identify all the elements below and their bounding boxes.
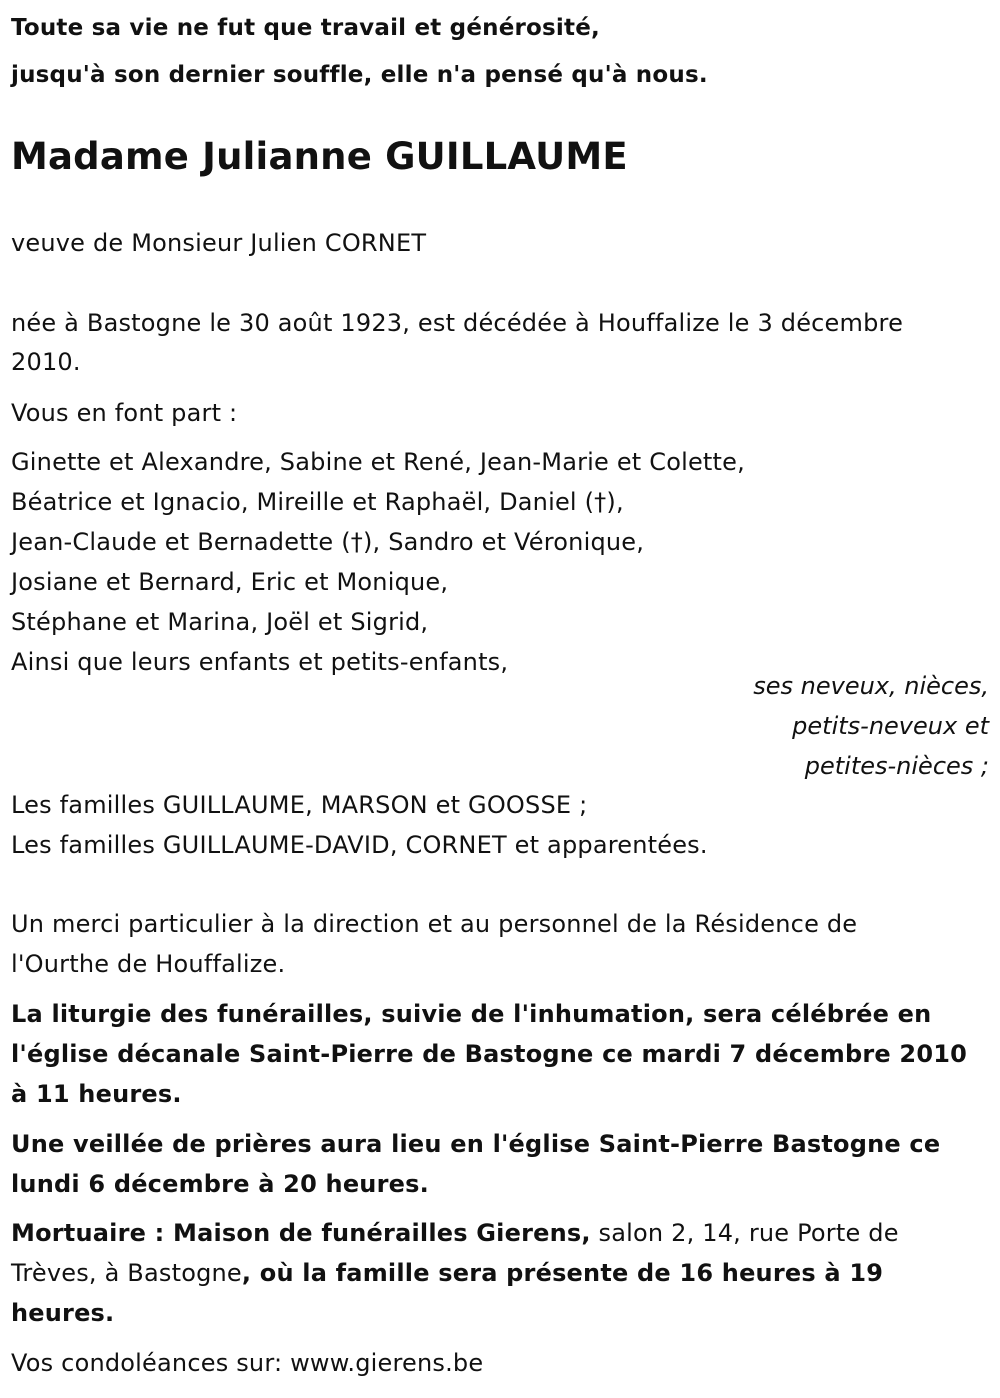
family-line-2: Béatrice et Ignacio, Mireille et Raphaël, Daniel (†), [11,488,624,516]
family-line-1: Ginette et Alexandre, Sabine et René, Jean-Marie et Colette, [11,448,745,476]
thanks-line-2: l'Ourthe de Houffalize. [11,950,286,978]
families-line-2: Les familles GUILLAUME-DAVID, CORNET et apparentées. [11,831,708,859]
vigil-line-2: lundi 6 décembre à 20 heures. [11,1170,429,1198]
family-line-3: Jean-Claude et Bernadette (†), Sandro et Véronique, [11,528,645,556]
epigraph-line-2: jusqu'à son dernier souffle, elle n'a pensé qu'à nous. [11,62,708,88]
families-line-1: Les familles GUILLAUME, MARSON et GOOSSE ; [11,791,588,819]
mortuary-line-3: heures. [11,1299,115,1327]
birth-death-line-2: 2010. [11,348,81,376]
mortuary-line-2 [11,1253,883,1293]
liturgy-line-1: La liturgie des funérailles, suivie de l'inhumation, sera célébrée en [11,1000,932,1028]
thanks-line-1: Un merci particulier à la direction et au personnel de la Résidence de [11,910,858,938]
mortuary-address-part-1: salon 2, 14, rue Porte de [590,1219,899,1247]
nephews-line-2: petits-neveux et [792,712,989,740]
family-presence-text: , où la famille sera présente de 16 heures à 19 [241,1259,884,1287]
epigraph-line-1: Toute sa vie ne fut que travail et générosité, [11,15,600,41]
mortuary-line-1 [11,1213,899,1253]
family-line-4: Josiane et Bernard, Eric et Monique, [11,568,449,596]
condolences-line: Vos condoléances sur: www.gierens.be [11,1349,484,1377]
mortuary-address-part-2: Trèves, à Bastogne [11,1259,242,1287]
nephews-line-1: ses neveux, nièces, [753,672,989,700]
family-line-5: Stéphane et Marina, Joël et Sigrid, [11,608,429,636]
family-line-6: Ainsi que leurs enfants et petits-enfants, [11,648,509,676]
nephews-line-3: petites-nièces ; [804,752,989,780]
announce-intro: Vous en font part : [11,399,238,427]
deceased-name: Madame Julianne GUILLAUME [11,135,628,178]
spouse-line: veuve de Monsieur Julien CORNET [11,229,427,257]
mortuary-name: Mortuaire : Maison de funérailles Gierens, [11,1219,591,1247]
birth-death-line-1: née à Bastogne le 30 août 1923, est décédée à Houffalize le 3 décembre [11,309,904,337]
vigil-line-1: Une veillée de prières aura lieu en l'église Saint-Pierre Bastogne ce [11,1130,941,1158]
liturgy-line-2: l'église décanale Saint-Pierre de Bastogne ce mardi 7 décembre 2010 [11,1040,968,1068]
liturgy-line-3: à 11 heures. [11,1080,182,1108]
